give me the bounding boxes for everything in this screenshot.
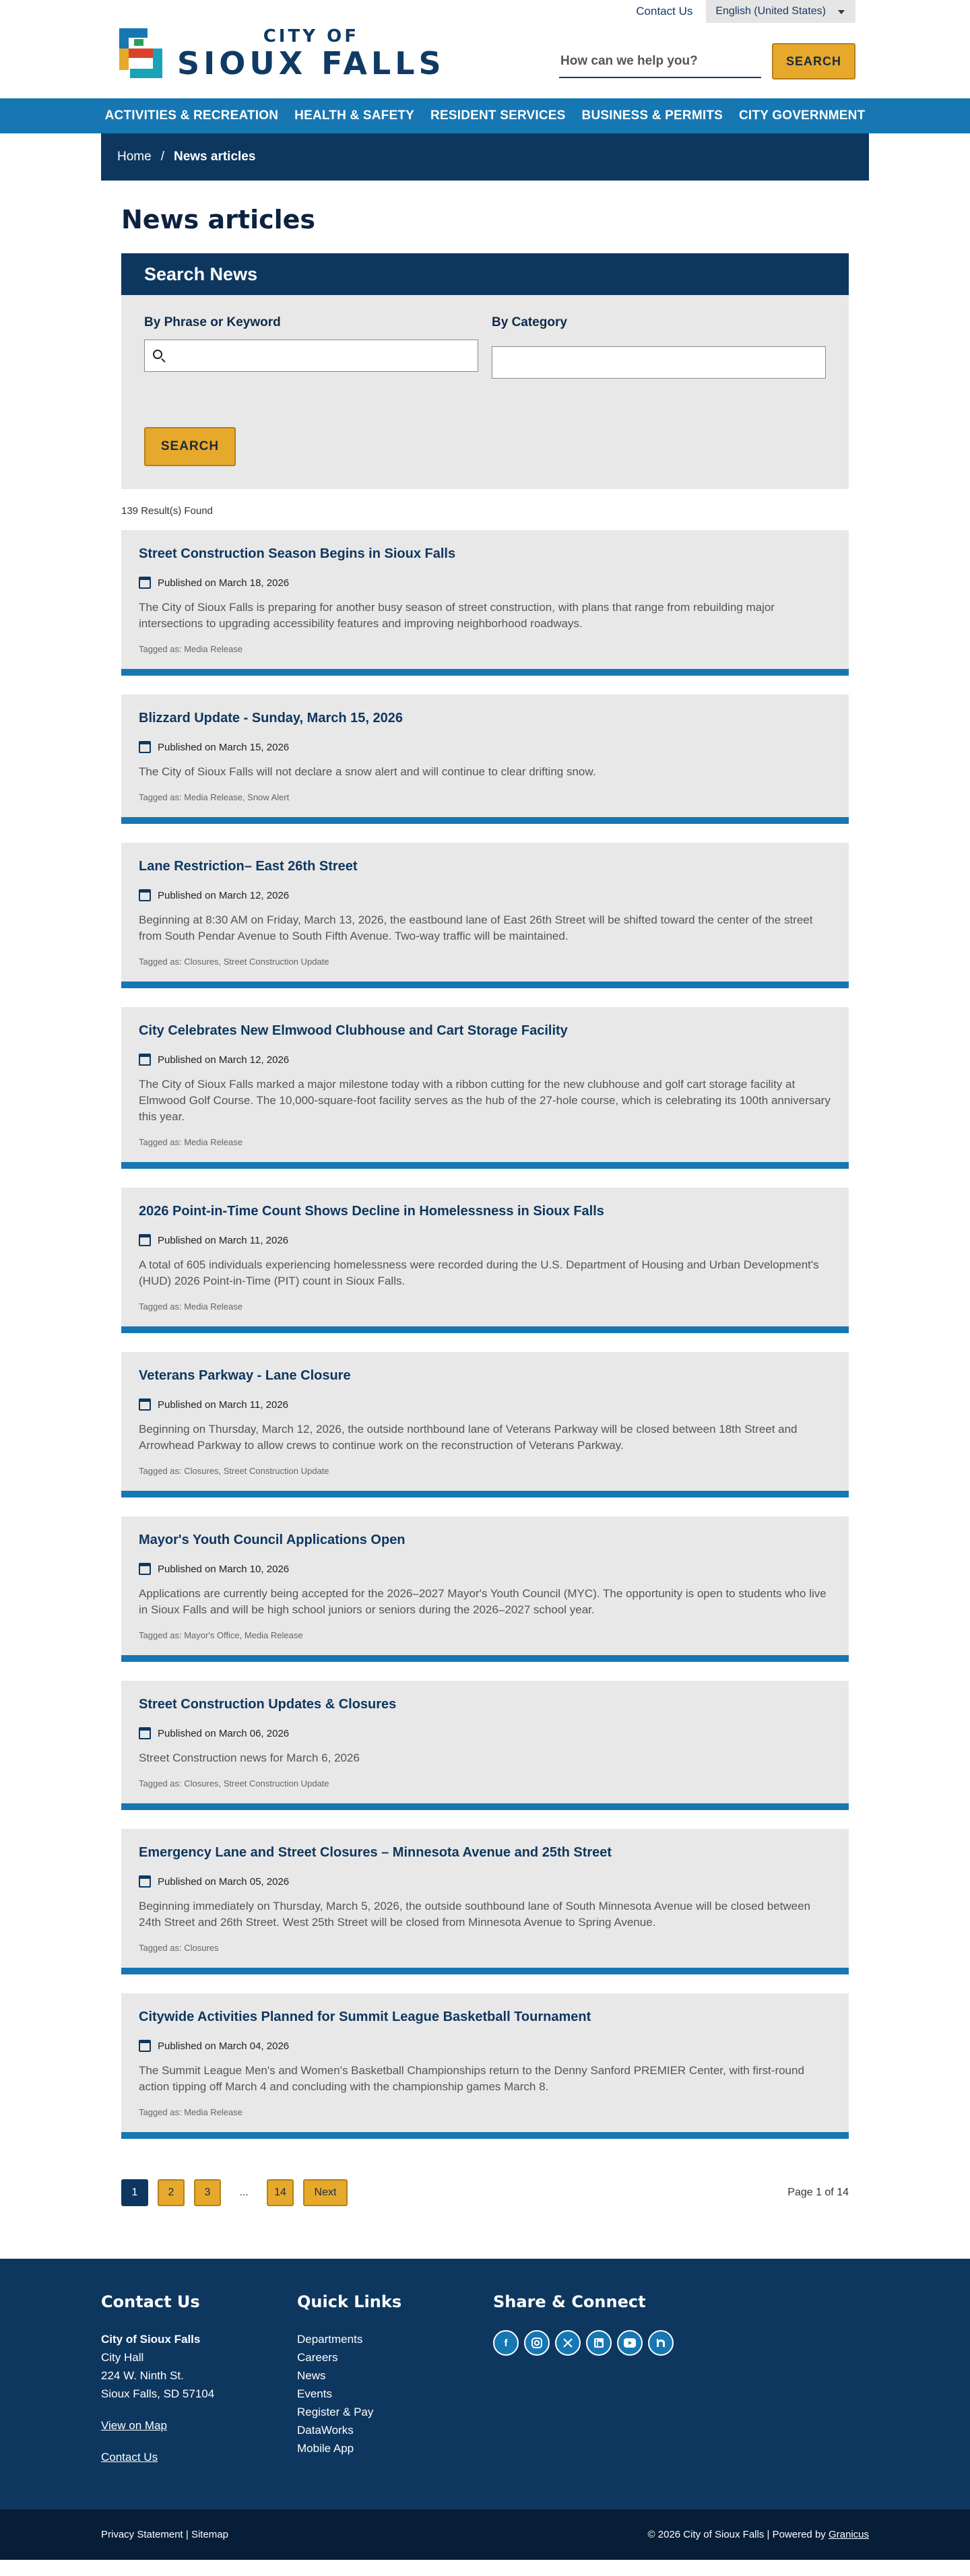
article-tags: Tagged as: Media Release <box>139 1137 243 1147</box>
calendar-icon <box>139 1054 151 1066</box>
article-date <box>139 889 831 901</box>
article-date-text: Published on March 18, 2026 <box>158 577 290 589</box>
language-value: English (United States) <box>715 5 826 17</box>
logo-small-text: CITY OF <box>263 26 359 46</box>
nav-item-health-safety[interactable]: HEALTH & SAFETY <box>294 108 415 123</box>
article-date-text: Published on March 06, 2026 <box>158 1727 290 1739</box>
article-date-text: Published on March 11, 2026 <box>158 1234 289 1246</box>
search-panel-title: Search News <box>121 253 849 295</box>
article-date <box>139 1727 831 1739</box>
x-icon[interactable] <box>555 2330 581 2356</box>
article-date-text: Published on March 04, 2026 <box>158 2040 290 2052</box>
view-on-map-link[interactable]: View on Map <box>101 2419 167 2432</box>
article-card <box>121 1516 849 1662</box>
main-content <box>121 205 849 2206</box>
calendar-icon <box>139 1875 151 1888</box>
share-heading: Share & Connect <box>493 2292 646 2311</box>
article-tags: Tagged as: Media Release <box>139 2107 243 2117</box>
instagram-icon[interactable] <box>524 2330 550 2356</box>
footer-city: Sioux Falls, SD 57104 <box>101 2387 215 2400</box>
article-title-link[interactable]: Street Construction Season Begins in Sioux Falls <box>139 546 456 561</box>
footer-contact-heading: Contact Us <box>101 2292 200 2311</box>
article-card <box>121 530 849 676</box>
footer-building: City Hall <box>101 2351 144 2364</box>
article-summary: The City of Sioux Falls marked a major milestone today with a ribbon cutting for the new clubhouse and golf cart storage facility at Elmwood Golf Course. The 10,000-square-foot facility serves as the hub of the 27-hole course, which is celebrating its 100th anniversary this year. <box>139 1078 831 1123</box>
article-title-link[interactable]: Emergency Lane and Street Closures – Minnesota Avenue and 25th Street <box>139 1845 612 1860</box>
article-summary: Beginning on Thursday, March 12, 2026, the outside northbound lane of Veterans Parkway will be closed between 18th Street and Arrowhead Parkway to allow crews to continue work on the reconstruction of Veterans Parkway. <box>139 1423 798 1452</box>
quick-link-dataworks[interactable]: DataWorks <box>297 2424 354 2437</box>
youtube-icon[interactable] <box>617 2330 643 2356</box>
article-card <box>121 1188 849 1333</box>
article-card <box>121 1007 849 1169</box>
category-label: By Category <box>492 315 567 329</box>
city-logo[interactable] <box>114 26 445 81</box>
article-summary: The City of Sioux Falls is preparing for another busy season of street construction, with plans that range from rebuilding major intersections to upgrading accessibility features and improving neighborhood roadways. <box>139 601 775 630</box>
article-tags: Tagged as: Closures, Street Construction Update <box>139 957 329 967</box>
pagination-links <box>121 2179 357 2206</box>
caret-down-icon <box>838 10 845 14</box>
article-summary: Street Construction news for March 6, 2026 <box>139 1751 360 1764</box>
article-tags: Tagged as: Media Release <box>139 644 243 654</box>
article-card <box>121 1681 849 1810</box>
breadcrumb <box>101 133 869 181</box>
nav-item-city-government[interactable]: CITY GOVERNMENT <box>739 108 866 123</box>
category-select[interactable] <box>492 346 826 379</box>
granicus-link[interactable]: Granicus <box>828 2529 869 2540</box>
article-card <box>121 1829 849 1974</box>
article-date <box>139 741 831 753</box>
main-nav <box>0 98 970 133</box>
keyword-label: By Phrase or Keyword <box>144 315 281 329</box>
nav-item-business-permits[interactable]: BUSINESS & PERMITS <box>581 108 723 123</box>
page-link[interactable]: 2 <box>158 2179 185 2206</box>
article-date <box>139 1563 831 1575</box>
article-tags: Tagged as: Closures <box>139 1943 219 1953</box>
footer-quick-links <box>297 2292 401 2457</box>
page-indicator: Page 1 of 14 <box>787 2187 849 2198</box>
page-title: News articles <box>121 205 316 234</box>
calendar-icon <box>139 1727 151 1739</box>
article-date-text: Published on March 05, 2026 <box>158 1875 290 1888</box>
article-card <box>121 1993 849 2139</box>
article-list <box>121 530 849 2139</box>
contact-us-link[interactable]: Contact Us <box>636 5 693 18</box>
calendar-icon <box>139 1563 151 1575</box>
site-search-button[interactable]: SEARCH <box>772 43 855 79</box>
article-summary: Beginning at 8:30 AM on Friday, March 13, 2026, the eastbound lane of East 26th Street will be shifted toward the center of the street from South Pendar Avenue to South Fifth Avenue. Two-way traffic will be maintained. <box>139 913 813 942</box>
nav-item-resident-services[interactable]: RESIDENT SERVICES <box>430 108 566 123</box>
quick-links-heading: Quick Links <box>297 2292 402 2311</box>
article-summary: A total of 605 individuals experiencing homelessness were recorded during the U.S. Department of Housing and Urban Development's (HUD) 2026 Point-in-Time (PIT) count in Sioux Falls. <box>139 1258 819 1287</box>
article-tags: Tagged as: Mayor's Office, Media Release <box>139 1630 303 1640</box>
calendar-icon <box>139 1398 151 1411</box>
article-card <box>121 1352 849 1498</box>
footer-bottom-bar <box>0 2509 970 2560</box>
breadcrumb-home[interactable]: Home <box>117 150 152 164</box>
article-tags: Tagged as: Closures, Street Construction Update <box>139 1466 329 1476</box>
utility-bar <box>636 0 855 23</box>
calendar-icon <box>139 577 151 589</box>
keyword-input[interactable] <box>144 340 478 372</box>
footer-org: City of Sioux Falls <box>101 2333 201 2346</box>
article-title-link[interactable]: Mayor's Youth Council Applications Open <box>139 1533 406 1547</box>
nav-item-activities-recreation[interactable]: ACTIVITIES & RECREATION <box>104 108 279 123</box>
page-ellipsis: ... <box>239 2187 249 2198</box>
article-date <box>139 1234 831 1246</box>
article-title-link[interactable]: Citywide Activities Planned for Summit League Basketball Tournament <box>139 2009 591 2024</box>
page-link-current[interactable]: 1 <box>121 2179 148 2206</box>
article-tags: Tagged as: Media Release <box>139 1301 243 1312</box>
article-date <box>139 1875 831 1888</box>
article-summary: The City of Sioux Falls will not declare a snow alert and will continue to clear drifting snow. <box>139 765 596 778</box>
search-icon <box>153 350 162 359</box>
quick-link-careers[interactable]: Careers <box>297 2351 338 2364</box>
quick-link-news[interactable]: News <box>297 2369 326 2382</box>
nextdoor-icon[interactable] <box>648 2330 674 2356</box>
article-date-text: Published on March 15, 2026 <box>158 741 290 753</box>
article-date-text: Published on March 12, 2026 <box>158 889 290 901</box>
quick-link-mobile-app[interactable]: Mobile App <box>297 2442 354 2455</box>
search-panel-body <box>121 295 849 489</box>
site-search-input[interactable]: How can we help you? <box>559 44 761 78</box>
site-header <box>0 0 970 98</box>
calendar-icon <box>139 889 151 901</box>
article-title-link[interactable]: Lane Restriction– East 26th Street <box>139 859 358 874</box>
footer-contact <box>101 2292 214 2466</box>
city-logo-mark-icon <box>114 26 164 81</box>
quick-link-register-pay[interactable]: Register & Pay <box>297 2406 374 2418</box>
social-links <box>493 2330 674 2356</box>
article-date <box>139 1054 831 1066</box>
article-title-link[interactable]: Street Construction Updates & Closures <box>139 1697 397 1712</box>
calendar-icon <box>139 741 151 753</box>
article-title-link[interactable]: City Celebrates New Elmwood Clubhouse and Cart Storage Facility <box>139 1023 568 1038</box>
article-title-link[interactable]: 2026 Point-in-Time Count Shows Decline in Homelessness in Sioux Falls <box>139 1204 604 1219</box>
breadcrumb-current: News articles <box>173 150 256 164</box>
quick-link-events[interactable]: Events <box>297 2387 332 2400</box>
page-link[interactable]: 3 <box>194 2179 221 2206</box>
page-link-last[interactable]: 14 <box>267 2179 294 2206</box>
article-title-link[interactable]: Blizzard Update - Sunday, March 15, 2026 <box>139 711 403 726</box>
linkedin-icon[interactable] <box>586 2330 612 2356</box>
article-summary: Applications are currently being accepted for the 2026–2027 Mayor's Youth Council (MYC). The opportunity is open to students who live in Sioux Falls and will be high school juniors or seniors during the 2026–2027 school year. <box>139 1587 827 1616</box>
article-card <box>121 695 849 824</box>
article-tags: Tagged as: Media Release, Snow Alert <box>139 792 290 802</box>
breadcrumb-separator: / <box>160 150 164 164</box>
footer-contact-link[interactable]: Contact Us <box>101 2451 158 2464</box>
facebook-icon[interactable]: f <box>493 2330 519 2356</box>
article-date-text: Published on March 12, 2026 <box>158 1054 290 1066</box>
article-summary: The Summit League Men's and Women's Basketball Championships return to the Denny Sanford PREMIER Center, with first-round action tipping off March 4 and concluding with the championship games March 8. <box>139 2064 804 2093</box>
pagination <box>121 2179 849 2206</box>
language-select[interactable] <box>706 0 855 23</box>
footer-share <box>493 2292 674 2356</box>
privacy-sitemap-links[interactable]: Privacy Statement | Sitemap <box>101 2529 228 2540</box>
footer-street: 224 W. Ninth St. <box>101 2369 184 2382</box>
city-logo-text <box>177 26 445 82</box>
calendar-icon <box>139 2040 151 2052</box>
article-title-link[interactable]: Veterans Parkway - Lane Closure <box>139 1368 351 1383</box>
news-search-panel <box>121 253 849 489</box>
article-card <box>121 843 849 988</box>
calendar-icon <box>139 1234 151 1246</box>
quick-link-departments[interactable]: Departments <box>297 2333 363 2346</box>
article-date <box>139 577 831 589</box>
copyright-text: © 2026 City of Sioux Falls | Powered by <box>647 2529 826 2540</box>
article-date-text: Published on March 11, 2026 <box>158 1398 289 1411</box>
logo-big-text: SIOUX FALLS <box>177 45 445 82</box>
site-footer <box>0 2259 970 2509</box>
next-page-button[interactable]: Next <box>303 2179 348 2206</box>
results-count: 139 Result(s) Found <box>121 505 213 517</box>
site-search <box>559 43 855 79</box>
copyright <box>648 2529 869 2540</box>
news-search-button[interactable]: SEARCH <box>144 427 236 466</box>
article-summary: Beginning immediately on Thursday, March 5, 2026, the outside southbound lane of South Minnesota Avenue will be closed between 24th Street and 26th Street. West 25th Street will be closed from Minnesota Avenue to Spring Avenue. <box>139 1900 811 1929</box>
article-date <box>139 2040 831 2052</box>
article-date <box>139 1398 831 1411</box>
article-tags: Tagged as: Closures, Street Construction Update <box>139 1778 329 1789</box>
article-date-text: Published on March 10, 2026 <box>158 1563 290 1575</box>
